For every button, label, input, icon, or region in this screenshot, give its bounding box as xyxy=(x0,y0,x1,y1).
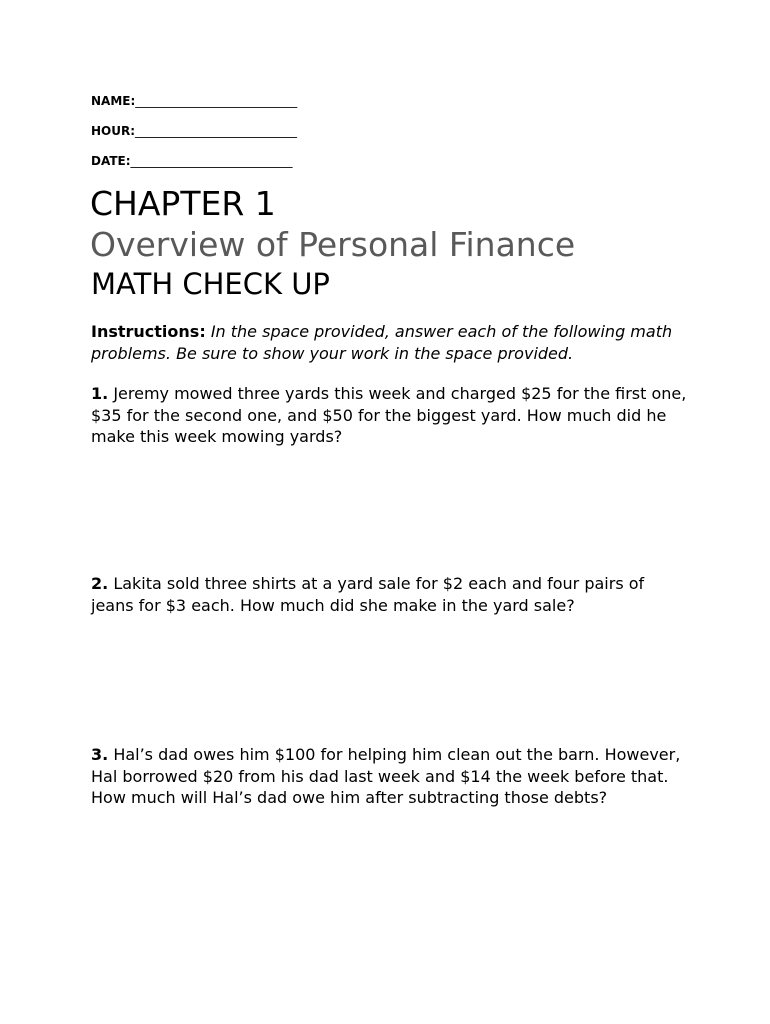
problem-3 xyxy=(91,744,691,809)
check-up-title: MATH CHECK UP xyxy=(91,267,330,301)
problem-number: 3. xyxy=(91,745,109,764)
problem-text: Hal’s dad owes him $100 for helping him clean out the barn. However, Hal borrowed $20 from his dad last week and $14 the week before that. How much will Hal’s dad owe him after subtracting those debts? xyxy=(91,745,681,807)
chapter-title: CHAPTER 1 xyxy=(90,184,276,223)
date-field xyxy=(91,154,293,168)
date-label: DATE: xyxy=(91,154,131,168)
name-field xyxy=(91,94,297,108)
instructions-text: In the space provided, answer each of the following math problems. Be sure to show your work in the space provided. xyxy=(91,322,673,363)
problem-number: 1. xyxy=(91,384,109,403)
name-label: NAME: xyxy=(91,94,136,108)
name-blank: ___________________________ xyxy=(135,94,298,108)
hour-label: HOUR: xyxy=(91,124,136,138)
problem-text: Lakita sold three shirts at a yard sale for $2 each and four pairs of jeans for $3 each. How much did she make in the yard sale? xyxy=(91,574,645,615)
problem-text: Jeremy mowed three yards this week and charged $25 for the first one, $35 for the second one, and $50 for the biggest yard. How much did he make this week mowing yards? xyxy=(91,384,687,446)
hour-field xyxy=(91,124,297,138)
hour-blank: ___________________________ xyxy=(135,124,298,138)
date-blank: ___________________________ xyxy=(130,154,293,168)
problem-number: 2. xyxy=(91,574,109,593)
instructions-label: Instructions: xyxy=(91,322,206,341)
instructions xyxy=(91,321,691,364)
problem-1 xyxy=(91,383,691,448)
problem-2 xyxy=(91,573,691,616)
topic-title: Overview of Personal Finance xyxy=(90,225,576,264)
